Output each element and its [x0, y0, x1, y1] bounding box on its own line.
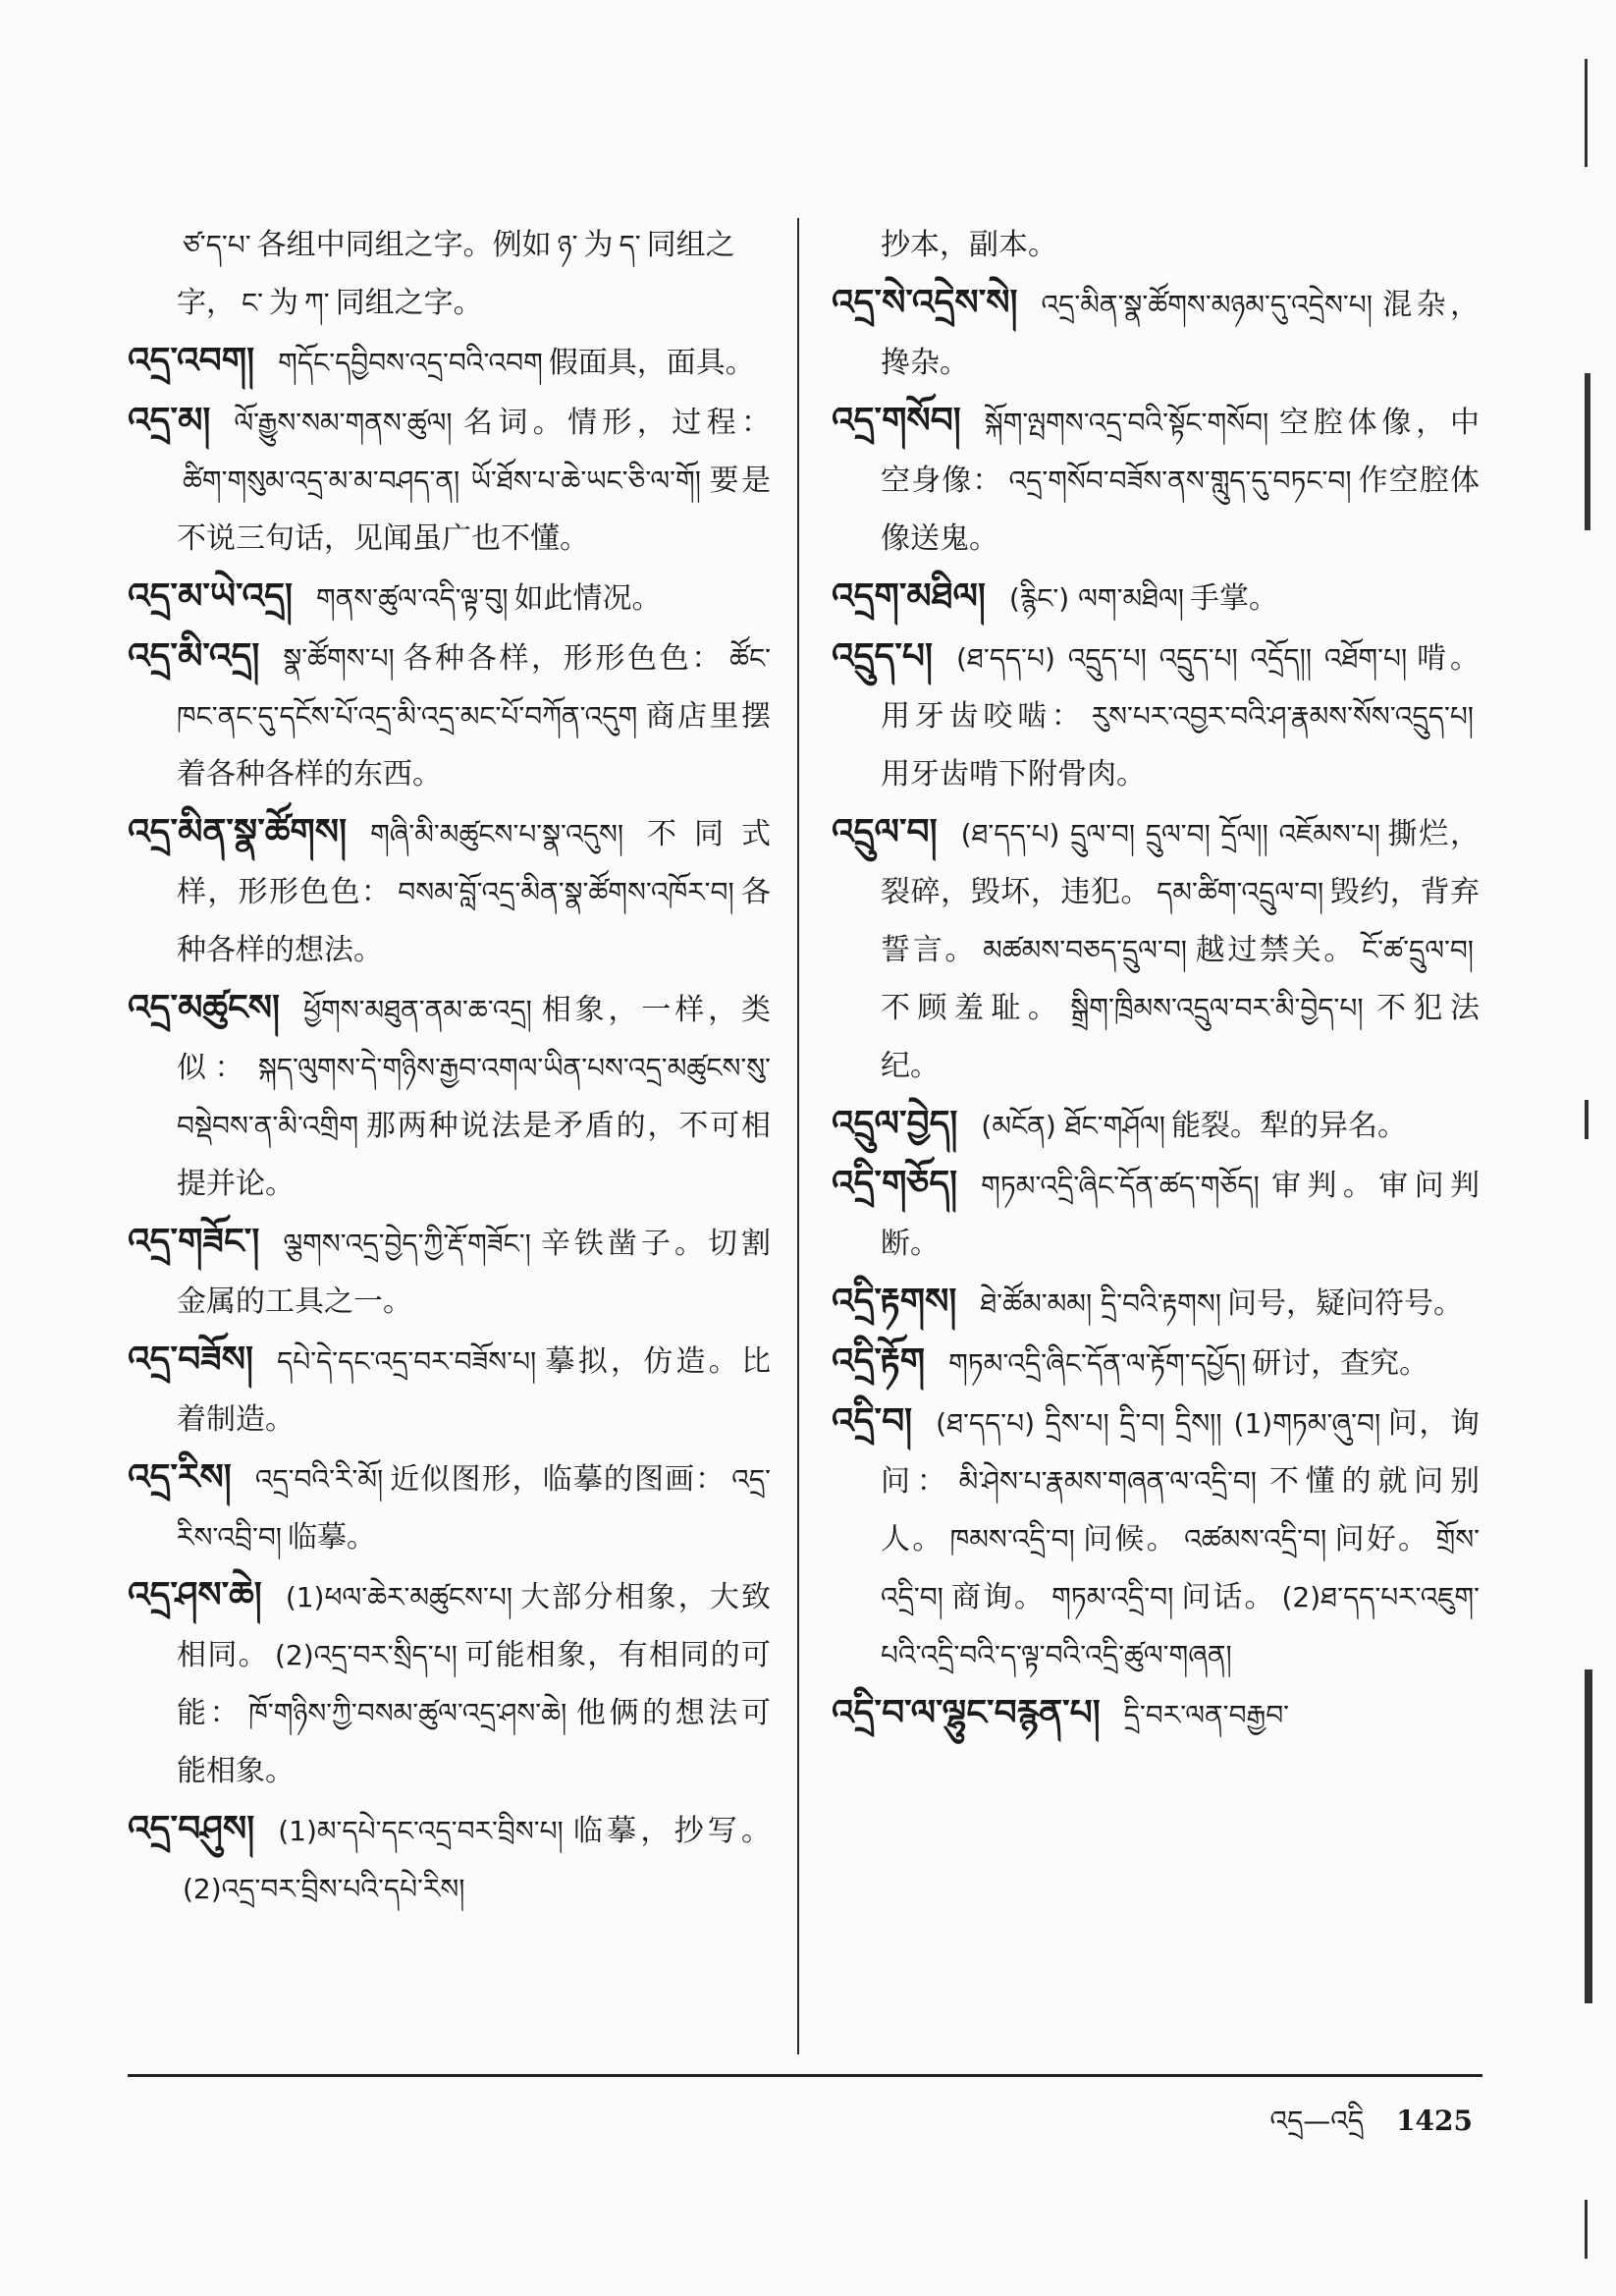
headword: འདྲག་མཐིལ། — [832, 576, 986, 617]
tibetan-text: (མངོན) ཐོང་གཤོལ། — [981, 1110, 1165, 1142]
chinese-definition: 临摹，抄写。 — [568, 1814, 771, 1848]
chinese-definition: 同组之字， — [177, 228, 735, 320]
tibetan-text: ང་ — [242, 287, 264, 319]
chinese-definition: 越过禁关。 — [1192, 933, 1357, 967]
headword: འདྲ་མ། — [128, 401, 211, 441]
dictionary-entry — [832, 1095, 1480, 1155]
tibetan-text: ཕྱོགས་མཐུན་ནམ་ཆ་འདྲ། — [303, 994, 532, 1026]
dictionary-entry — [128, 628, 771, 803]
chinese-definition: 如此情况。 — [513, 581, 662, 616]
column-divider — [797, 218, 799, 2054]
tibetan-text: (རྙིང་) ལག་མཐིལ། — [1008, 582, 1185, 615]
chinese-definition: 研讨，查究。 — [1252, 1346, 1429, 1381]
headword: འདྲུལ་བ། — [832, 812, 938, 852]
chinese-definition: 能裂。犁的异名。 — [1171, 1109, 1407, 1143]
right-column — [832, 216, 1480, 1744]
dictionary-entry — [128, 332, 771, 392]
dictionary-entry — [832, 568, 1480, 628]
bottom-rule — [128, 2074, 1482, 2077]
headword: འདྲི་རྟོག — [832, 1341, 926, 1382]
tibetan-text: ཉ་ — [557, 229, 578, 261]
dictionary-entry — [128, 803, 771, 979]
headword: འདྲ་བཟོས། — [128, 1339, 254, 1380]
chinese-definition: 问好。 — [1332, 1522, 1430, 1557]
tibetan-text: སྣ་ཚོགས་པ། — [283, 642, 395, 675]
tibetan-text: (2)འདྲ་བར་སྲིད་པ། — [274, 1639, 458, 1671]
tibetan-text: (2)ཐ་དད་པར་འཇུག་པའི་འདྲི་བའི་ད་ལྟ་བའི་འདྲི་ཚུལ་གཞན། — [881, 1581, 1481, 1671]
chinese-definition: 啃。用牙齿咬啮： — [881, 641, 1480, 734]
tibetan-text: གཏམ་འདྲི་ཞིང་དོན་ལ་རྟོག་དཔྱོད། — [948, 1347, 1247, 1380]
dictionary-entry — [128, 1213, 771, 1331]
tibetan-text: (ཐ་དད་པ) འདྲུད་པ། འདྲུད་པ། འདྲོད།། འཐོག་པ། — [956, 642, 1408, 675]
headword: འདྲ་མིན་སྣ་ཚོགས། — [128, 812, 348, 852]
tibetan-text: འདྲ་མིན་སྣ་ཚོགས་མཉམ་དུ་འདྲེས་པ། — [1041, 289, 1373, 321]
tibetan-text: (1)གཏམ་ཞུ་བ། — [1233, 1407, 1381, 1440]
tibetan-text: (2)འདྲ་བར་བྲིས་པའི་དཔེ་རིས། — [183, 1873, 465, 1905]
headword: འདྲི་རྟགས། — [832, 1282, 957, 1322]
chinese-definition: 为 — [583, 228, 614, 262]
entry-continuation — [128, 216, 771, 332]
headword: འདྲུད་པ། — [832, 636, 933, 677]
headword: འདྲ་འབག། — [128, 341, 255, 381]
scan-edge-marks — [1585, 59, 1608, 2259]
tibetan-text: གཏམ་འདྲི་ཞིང་དོན་ཚད་གཅོད། — [981, 1170, 1260, 1202]
tibetan-text: གནས་ཚུལ་འདི་ལྟ་བུ། — [316, 582, 509, 615]
chinese-definition: 问号，疑问符号。 — [1226, 1286, 1463, 1321]
chinese-definition: 审判。审问判断。 — [881, 1169, 1480, 1261]
chinese-definition: 各种各样，形形色色： — [400, 641, 725, 676]
chinese-definition: 可能相象，有相同的可能： — [177, 1638, 772, 1730]
tibetan-text: (ཐ་དད་པ) དྲིས་པ། དྲི་བ། དྲིས།། — [936, 1407, 1222, 1440]
headword: འདྲ་མཚུངས། — [128, 988, 281, 1028]
chinese-definition: 临摹。 — [288, 1520, 377, 1555]
tibetan-text: (1)མ་དཔེ་དང་འདྲ་བར་བྲིས་པ། — [278, 1815, 564, 1847]
tibetan-text: ད་ — [619, 229, 641, 261]
running-head: འདྲ—འདྲི — [1269, 2105, 1365, 2137]
chinese-definition: 同组之字。 — [335, 286, 483, 320]
headword: འདྲི་གཅོད། — [832, 1164, 958, 1204]
tibetan-text: གཞི་མི་མཚུངས་པ་སྣ་འདུས། — [370, 818, 624, 850]
chinese-definition: 问，询问： — [881, 1406, 1480, 1499]
chinese-definition: 不犯法纪。 — [881, 991, 1481, 1083]
tibetan-text: ཁོ་གཉིས་ཀྱི་བསམ་ཚུལ་འདྲ་ཤས་ཆེ། — [248, 1697, 567, 1729]
chinese-definition: 辛铁凿子。切割金属的工具之一。 — [177, 1227, 771, 1319]
dictionary-entry — [128, 1449, 771, 1566]
headword: འདྲ་གསོབ། — [832, 401, 961, 441]
tibetan-text: སྐད་ལུགས་དེ་གཉིས་རྒྱབ་འགལ་ཡིན་པས་འདྲ་མཚུངས་སུ་བསྡེབས་ན་མི་འགྲིག — [177, 1052, 771, 1142]
chinese-definition: 不顾羞耻。 — [881, 991, 1065, 1025]
tibetan-text: གྲོས་འདྲི་བ། — [881, 1523, 1481, 1613]
tibetan-text: དྲི་བར་ལན་བརྒྱབ་ — [1123, 1699, 1290, 1731]
tibetan-text: ཚོང་ཁང་ནང་དུ་དངོས་པོ་འདྲ་མི་འདྲ་མང་པོ་བཀོན་འདུག — [177, 642, 771, 733]
headword: འདྲ་སེ་འདྲེས་སེ། — [832, 283, 1018, 323]
tibetan-text: ཀ་ — [304, 287, 330, 319]
headword: འདྲ་གཟོང་། — [128, 1222, 260, 1262]
dictionary-entry — [832, 392, 1480, 568]
chinese-definition: 用牙齿啃下附骨肉。 — [881, 757, 1146, 792]
tibetan-text: ངོ་ཚ་དྲུལ་བ། — [1362, 934, 1475, 966]
chinese-definition: 商询。 — [948, 1580, 1047, 1614]
tibetan-text: མི་ཤེས་པ་རྣམས་གཞན་ལ་འདྲི་བ། — [958, 1465, 1257, 1498]
headword: འདྲ་མི་འདྲ། — [128, 636, 260, 677]
chinese-definition: 手掌。 — [1190, 581, 1279, 616]
tibetan-text: དཔེ་དེ་དང་འདྲ་བར་བཟོས་པ། — [277, 1345, 537, 1378]
tibetan-text: ཚིག་གསུམ་འདྲ་མ་མ་བཤད་ན། ཡོ་ཐོས་པ་ཆེ་ཡང་ཅི་ལ་གོ། — [183, 465, 701, 497]
dictionary-entry — [128, 1800, 771, 1918]
chinese-definition: 空腔体像，中空身像： — [881, 406, 1480, 498]
chinese-definition: 商店里摆着各种各样的东西。 — [177, 699, 771, 792]
tibetan-text: ལོ་རྒྱུས་སམ་གནས་ཚུལ། — [234, 407, 453, 439]
dictionary-entry — [128, 1566, 771, 1800]
tibetan-text: འཚམས་འདྲི་བ། — [1184, 1523, 1327, 1556]
headword: འདྲུལ་བྱེད། — [832, 1104, 958, 1144]
tibetan-text: (ཐ་དད་པ) དྲུལ་བ། དྲུལ་བ། དྲོལ།། འཇོམས་པ། — [960, 818, 1380, 850]
chinese-definition: 各组中同组之字。例如 — [256, 228, 552, 262]
chinese-definition: 大部分相象，大致相同。 — [177, 1580, 771, 1672]
tibetan-text: འདྲ་བའི་རི་མོ། — [254, 1463, 384, 1496]
chinese-definition: 假面具，面具。 — [548, 346, 755, 380]
tibetan-text: ཁམས་འདྲི་བ། — [949, 1523, 1075, 1556]
tibetan-text: འདྲ་གསོབ་བཟོས་ནས་གླུད་དུ་བཏང་བ། — [1008, 465, 1352, 497]
tibetan-text: མཚམས་བཅད་དྲུལ་བ། — [983, 934, 1187, 966]
tibetan-text: སྐོག་ལྤགས་འདྲ་བའི་སྟོང་གསོབ། — [984, 407, 1269, 439]
dictionary-entry — [128, 392, 771, 568]
tibetan-text: རུས་པར་འབྱར་བའི་ཤ་རྣམས་སོས་འདྲུད་པ། — [1091, 700, 1474, 733]
dictionary-entry — [832, 1333, 1480, 1393]
dictionary-entry — [832, 628, 1480, 803]
dictionary-entry — [832, 1393, 1480, 1684]
tibetan-text: གཏམ་འདྲི་བ། — [1051, 1581, 1174, 1613]
chinese-definition: 相象，一样，类似： — [177, 993, 771, 1085]
tibetan-text: དམ་ཚིག་འདྲུལ་བ། — [1157, 876, 1324, 908]
chinese-definition: 毁约，背弃誓言。 — [881, 875, 1481, 967]
tibetan-text: སྒྲིག་ཁྲིམས་འདྲུལ་བར་མི་བྱེད་པ། — [1070, 992, 1364, 1024]
entry-continuation — [832, 216, 1480, 274]
dictionary-entry — [832, 803, 1480, 1095]
chinese-definition: 不同式样，形形色色： — [177, 817, 771, 909]
headword: འདྲ་རིས། — [128, 1457, 232, 1498]
left-column — [128, 216, 771, 1918]
chinese-definition: 混杂，搀杂。 — [881, 288, 1480, 380]
page-footer — [1158, 2090, 1473, 2167]
dictionary-entry — [128, 979, 771, 1213]
dictionary-entry — [832, 1273, 1480, 1333]
tibetan-text: གདོང་དབྱིབས་འདྲ་བའི་འབག — [278, 347, 543, 379]
tibetan-text: ཙ་ད་པ་ — [183, 229, 251, 261]
headword: འདྲི་བ་ལ་ལྷུང་བརྙན་པ། — [832, 1693, 1101, 1733]
chinese-definition: 要是不说三句话，见闻虽广也不懂。 — [177, 464, 771, 556]
chinese-definition: 他俩的想法可能相象。 — [177, 1696, 772, 1788]
chinese-definition: 作空腔体像送鬼。 — [881, 464, 1481, 556]
chinese-definition: 那两种说法是矛盾的，不可相提并论。 — [177, 1109, 771, 1201]
headword: འདྲི་བ། — [832, 1401, 913, 1442]
chinese-definition: 撕烂，裂碎，毁坏，违犯。 — [881, 817, 1480, 909]
chinese-definition: 名词。情形，过程： — [458, 406, 771, 440]
dictionary-entry — [128, 1331, 771, 1449]
tibetan-text: བསམ་བློ་འདྲ་མིན་སྣ་ཚོགས་འཁོར་བ། — [398, 876, 734, 908]
chinese-definition: 抄本，副本。 — [881, 228, 1057, 262]
dictionary-entry — [832, 1155, 1480, 1273]
chinese-definition: 各种各样的想法。 — [177, 875, 772, 967]
dictionary-entry — [128, 568, 771, 628]
tibetan-text: (1)ཕལ་ཆེར་མཚུངས་པ། — [285, 1581, 513, 1613]
tibetan-text: ཐེ་ཚོམ་མམ། དྲི་བའི་རྟགས། — [980, 1287, 1221, 1320]
page-number: 1425 — [1396, 2105, 1473, 2137]
tibetan-text: འདྲ་རིས་འབྲི་བ། — [177, 1463, 771, 1554]
headword: འདྲ་ཤས་ཆེ། — [128, 1575, 262, 1615]
headword: འདྲ་བཤུས། — [128, 1809, 255, 1849]
headword: འདྲ་མ་ཡེ་འདྲ། — [128, 576, 294, 617]
tibetan-text: ལྕགས་འདྲ་བྱེད་ཀྱི་རྡོ་གཟོང་། — [283, 1228, 531, 1260]
chinese-definition: 问候。 — [1080, 1522, 1179, 1557]
chinese-definition: 摹拟，仿造。比着制造。 — [177, 1344, 771, 1437]
chinese-definition: 为 — [269, 286, 299, 320]
dictionary-entry — [832, 1684, 1480, 1744]
chinese-definition: 近似图形，临摹的图画： — [389, 1462, 727, 1497]
chinese-definition: 问话。 — [1179, 1580, 1276, 1614]
chinese-definition: 不懂的就问别人。 — [881, 1464, 1481, 1557]
dictionary-entry — [832, 274, 1480, 392]
